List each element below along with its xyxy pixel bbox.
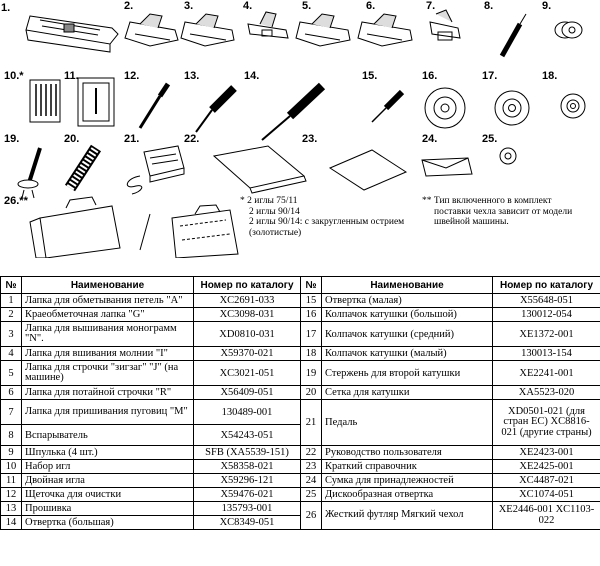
item-number: 25 — [301, 488, 322, 502]
table-row — [1, 446, 600, 460]
catalog-number: 130012-054 — [493, 308, 600, 322]
zipper-foot-image — [248, 12, 288, 38]
catalog-number: XC1074-051 — [493, 488, 600, 502]
table-row — [1, 502, 600, 516]
seam-ripper-image — [502, 14, 526, 56]
column-header: Номер по каталогу — [493, 277, 600, 294]
needle-note-line: (золотистые) — [249, 227, 302, 238]
disc-screwdriver-image — [500, 148, 516, 164]
catalog-number: XC4487-021 — [493, 474, 600, 488]
buttonhole-foot-image — [26, 16, 118, 52]
item-number: 7 — [1, 400, 22, 425]
item-name: Лапка для пришивания пуговиц "M" — [22, 400, 194, 425]
item-name: Щеточка для очистки — [22, 488, 194, 502]
item-name: Лапка для вышивания монограмм "N". — [22, 322, 194, 347]
item-name: Отвертка (большая) — [22, 516, 194, 530]
needle-footnote — [240, 196, 404, 238]
foot-controller-image — [127, 146, 184, 194]
item-number: 2 — [1, 308, 22, 322]
item-name: Сетка для катушки — [322, 386, 493, 400]
needle-note-line: * 2 иглы 75/11 — [240, 196, 298, 206]
item-name: Жесткий футляр Мягкий чехол — [322, 502, 493, 530]
catalog-number: XE2423-001 — [493, 446, 600, 460]
item-label: 23. — [302, 133, 318, 145]
item-number: 12 — [1, 488, 22, 502]
soft-cover-image — [172, 205, 238, 258]
catalog-number: X55648-051 — [493, 294, 600, 308]
item-number: 17 — [301, 322, 322, 347]
item-name: Лапка для потайной строчки "R" — [22, 386, 194, 400]
presser-foot-g-image — [125, 14, 178, 46]
needle-note-line: 2 иглы 90/14 — [249, 206, 300, 217]
button-sewing-foot-image — [430, 10, 460, 40]
table-row — [1, 474, 600, 488]
item-label: 8. — [484, 0, 494, 12]
item-number: 5 — [1, 361, 22, 386]
zigzag-foot-image — [296, 14, 350, 46]
small-screwdriver-image — [372, 92, 402, 122]
catalog-number: 135793-001 — [194, 502, 301, 516]
item-number: 1 — [1, 294, 22, 308]
item-label: 24. — [422, 133, 438, 145]
accessory-bag-image — [422, 158, 472, 176]
presser-foot-n-image — [181, 14, 234, 46]
catalog-number: XC3098-031 — [194, 308, 301, 322]
item-label: 15. — [362, 70, 378, 82]
case-note-line: швейной машины. — [434, 217, 509, 227]
case-note-line: поставки чехла зависит от модели — [434, 206, 573, 217]
item-name: Шпулька (4 шт.) — [22, 446, 194, 460]
needle-set-image — [30, 80, 60, 122]
item-label: 11. — [64, 70, 79, 82]
item-name: Лапка для строчки "зигзаг" "J" (на машине) — [22, 361, 194, 386]
item-number: 15 — [301, 294, 322, 308]
spool-cap-medium-image — [495, 91, 529, 125]
item-number: 26 — [301, 502, 322, 530]
quick-reference-image — [330, 150, 406, 190]
parts-table — [0, 276, 600, 530]
instruction-manual-image — [214, 146, 306, 193]
spool-cap-large-image — [425, 88, 465, 128]
item-name: Руководство пользователя — [322, 446, 493, 460]
item-label: 10.* — [4, 70, 24, 82]
item-name: Колпачок катушки (большой) — [322, 308, 493, 322]
item-number: 24 — [301, 474, 322, 488]
table-row — [1, 294, 600, 308]
item-name: Краткий справочник — [322, 460, 493, 474]
catalog-number: 130013-154 — [493, 347, 600, 361]
case-note-line: ** Тип включенного в комплект — [422, 196, 552, 206]
catalog-number: X56409-051 — [194, 386, 301, 400]
item-number: 4 — [1, 347, 22, 361]
item-name: Лапка для обметывания петель "A" — [22, 294, 194, 308]
item-label: 2. — [124, 0, 134, 12]
item-label: 22. — [184, 133, 200, 145]
item-label: 18. — [542, 70, 558, 82]
item-number: 10 — [1, 460, 22, 474]
item-name: Прошивка — [22, 502, 194, 516]
catalog-number: XC2691-033 — [194, 294, 301, 308]
item-number: 8 — [1, 425, 22, 446]
item-label: 17. — [482, 70, 498, 82]
item-name: Лапка для вшивания молнии "I" — [22, 347, 194, 361]
item-label: 26.** — [4, 195, 28, 207]
item-label: 7. — [426, 0, 436, 12]
catalog-number: 130489-001 — [194, 400, 301, 425]
item-name: Стержень для второй катушки — [322, 361, 493, 386]
item-number: 22 — [301, 446, 322, 460]
table-row — [1, 322, 600, 347]
cleaning-brush-image — [140, 84, 168, 128]
catalog-number: X59296-121 — [194, 474, 301, 488]
needle-note-line: 2 иглы 90/14: с закругленным острием — [249, 217, 405, 227]
table-row — [1, 488, 600, 502]
item-label: 14. — [244, 70, 260, 82]
item-name: Педаль — [322, 400, 493, 446]
item-number: 14 — [1, 516, 22, 530]
item-number: 23 — [301, 460, 322, 474]
spool-net-image — [70, 148, 96, 188]
item-name: Колпачок катушки (малый) — [322, 347, 493, 361]
item-label: 12. — [124, 70, 140, 82]
spool-pin-image — [18, 148, 40, 198]
item-label: 19. — [4, 133, 20, 145]
item-number: 18 — [301, 347, 322, 361]
catalog-number: XC8349-051 — [194, 516, 301, 530]
table-row — [1, 308, 600, 322]
column-header: Номер по каталогу — [194, 277, 301, 294]
column-header: Наименование — [22, 277, 194, 294]
table-row — [1, 386, 600, 400]
eyelet-punch-image — [196, 88, 234, 132]
item-label: 16. — [422, 70, 438, 82]
catalog-number: XC3021-051 — [194, 361, 301, 386]
item-name: Двойная игла — [22, 474, 194, 488]
item-number: 16 — [301, 308, 322, 322]
item-number: 11 — [1, 474, 22, 488]
column-header: № — [301, 277, 322, 294]
item-label: 21. — [124, 133, 140, 145]
item-number: 20 — [301, 386, 322, 400]
catalog-number: XE1372-001 — [493, 322, 600, 347]
item-name: Набор игл — [22, 460, 194, 474]
case-footnote — [422, 196, 572, 228]
item-label: 9. — [542, 0, 552, 12]
table-row — [1, 460, 600, 474]
column-header: Наименование — [322, 277, 493, 294]
item-label: 13. — [184, 70, 200, 82]
twin-needle-image — [78, 78, 114, 126]
catalog-number: X59370-021 — [194, 347, 301, 361]
item-name: Краеобметочная лапка "G" — [22, 308, 194, 322]
item-name: Колпачок катушки (средний) — [322, 322, 493, 347]
item-label: 3. — [184, 0, 194, 12]
catalog-number: XE2241-001 — [493, 361, 600, 386]
item-name: Вспарыватель — [22, 425, 194, 446]
bobbin-image — [555, 22, 582, 38]
item-number: 6 — [1, 386, 22, 400]
spool-cap-small-image — [561, 94, 585, 118]
item-label: 20. — [64, 133, 80, 145]
table-row — [1, 400, 600, 425]
item-name: Дискообразная отвертка — [322, 488, 493, 502]
hard-case-image — [30, 197, 120, 258]
catalog-number: XD0501-021 (для стран ЕС) XC8816-021 (другие страны) — [493, 400, 600, 446]
catalog-number: XA5523-020 — [493, 386, 600, 400]
item-name: Отвертка (малая) — [322, 294, 493, 308]
catalog-number: X58358-021 — [194, 460, 301, 474]
catalog-number: X59476-021 — [194, 488, 301, 502]
item-label: 5. — [302, 0, 312, 12]
item-number: 9 — [1, 446, 22, 460]
item-number: 19 — [301, 361, 322, 386]
large-screwdriver-image — [262, 86, 322, 140]
catalog-number: SFB (XA5539-151) — [194, 446, 301, 460]
item-name: Сумка для принадлежностей — [322, 474, 493, 488]
catalog-number: XE2446-001 XC1103-022 — [493, 502, 600, 530]
item-label: 4. — [243, 0, 253, 12]
table-row — [1, 347, 600, 361]
table-row — [1, 361, 600, 386]
catalog-number: XD0810-031 — [194, 322, 301, 347]
item-number: 13 — [1, 502, 22, 516]
blind-stitch-foot-image — [358, 14, 412, 46]
item-number: 3 — [1, 322, 22, 347]
table-header-row — [1, 277, 600, 294]
parts-table-wrapper — [0, 276, 600, 530]
item-label: 1. — [1, 2, 11, 14]
catalog-number: X54243-051 — [194, 425, 301, 446]
item-label: 25. — [482, 133, 498, 145]
catalog-number: XE2425-001 — [493, 460, 600, 474]
item-label: 6. — [366, 0, 376, 12]
column-header: № — [1, 277, 22, 294]
divider-line — [140, 214, 150, 250]
item-number: 21 — [301, 400, 322, 446]
